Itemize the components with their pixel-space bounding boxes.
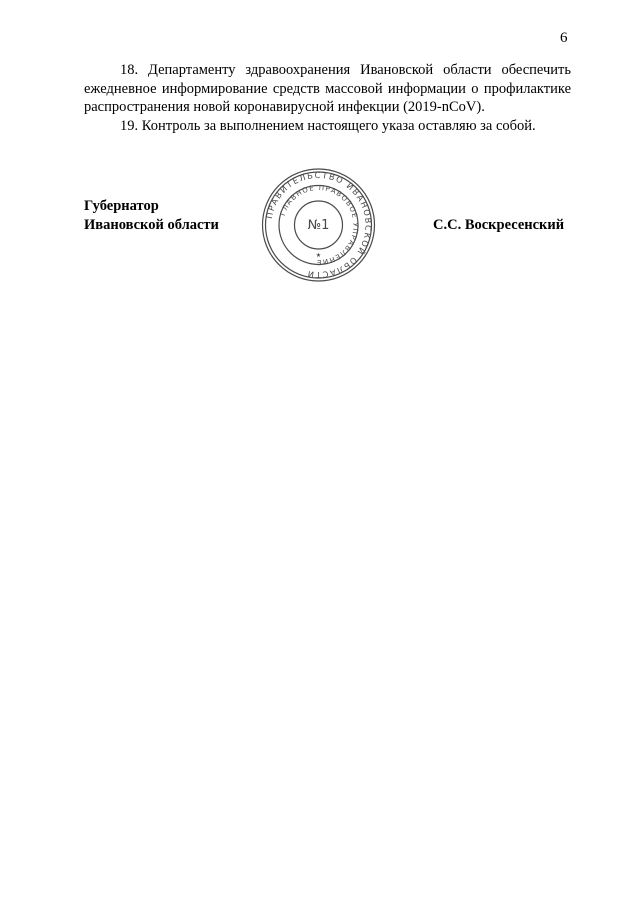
signatory-position-line-2: Ивановской области <box>84 216 219 233</box>
paragraph-18: 18. Департаменту здравоохранения Ивановской области обеспечить ежедневное информирование средств массовой информации о профилактике распространения новой коронавирусной инфекции (2019-nCoV). <box>84 62 571 115</box>
paragraph-19: 19. Контроль за выполнением настоящего указа оставляю за собой. <box>120 117 536 134</box>
document-body <box>84 61 571 135</box>
seal-star-icon: ★ <box>315 252 322 259</box>
page-number: 6 <box>560 30 568 46</box>
signatory-name: С.С. Воскресенский <box>433 217 565 233</box>
official-seal <box>256 165 381 285</box>
seal-inner-text: ГЛАВНОЕ ПРАВОВОЕ УПРАВЛЕНИЕ <box>278 183 360 267</box>
seal-number: №1 <box>307 218 330 233</box>
signatory-position <box>84 197 219 234</box>
signatory-position-line-1: Губернатор <box>84 198 159 214</box>
seal-outer-text: ПРАВИТЕЛЬСТВО ИВАНОВСКОЙ ОБЛАСТИ <box>263 169 374 281</box>
